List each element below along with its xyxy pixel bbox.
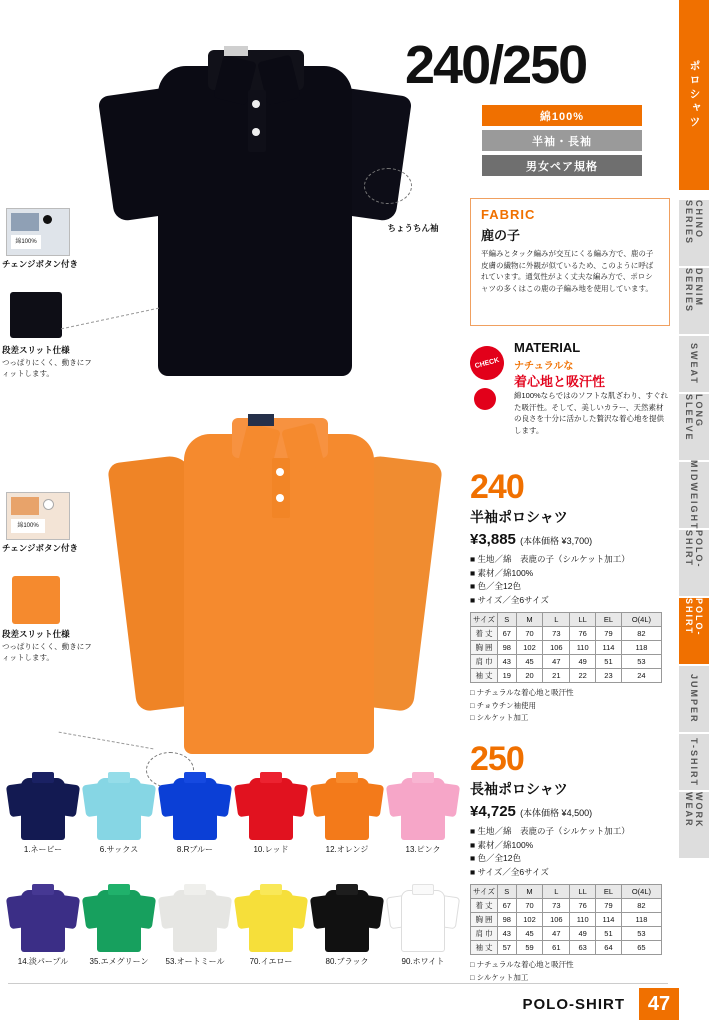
cell: 61 (543, 941, 570, 955)
price-note: (本体価格 ¥4,500) (520, 808, 593, 818)
fabric-info-box (470, 198, 670, 326)
rail-tab-polo-shirt-current[interactable]: POLO-SHIRT (679, 598, 709, 664)
cell: 23 (596, 669, 622, 683)
cell: 45 (516, 655, 543, 669)
rail-tab-midweight[interactable]: MIDWEIGHT (679, 462, 709, 528)
rail-tab-work-wear[interactable]: WORK WEAR (679, 792, 709, 858)
note-line: □ シルケット加工 (470, 972, 675, 984)
hero-image-long-sleeve-polo (120, 398, 440, 790)
product-number: 250 (470, 740, 524, 778)
cell: 22 (570, 669, 596, 683)
table-header-row (471, 613, 662, 627)
badge-sleeve-type: 半袖・長袖 (482, 130, 642, 151)
cell: 64 (596, 941, 622, 955)
row-label: 胸 囲 (471, 913, 498, 927)
table-row (471, 655, 662, 669)
product-240 (470, 470, 675, 725)
callout-title: 段差スリット仕様 (2, 629, 70, 639)
material-heading: MATERIAL (514, 340, 581, 355)
note-line: □ チョウチン袖使用 (470, 700, 675, 712)
col-ll: LL (570, 885, 596, 899)
spec-line: ■ サイズ／全6サイズ (470, 594, 675, 608)
variant-label: 14.淡パープル (17, 957, 69, 966)
col-o4l: O(4L) (621, 613, 661, 627)
callout-slit-top (2, 344, 94, 379)
spec-line: ■ 素材／綿100% (470, 567, 675, 581)
cell: 110 (570, 641, 596, 655)
col-size: サイズ (471, 885, 498, 899)
callout-sleeve-tag-label: ちょうちん袖 (387, 223, 439, 233)
variant-item[interactable] (388, 770, 458, 855)
spec-line: ■ 生地／綿 表鹿の子（シルケット加工） (470, 825, 675, 839)
price-value: ¥4,725 (470, 803, 516, 820)
col-l: L (543, 885, 570, 899)
cell: 76 (570, 627, 596, 641)
rail-tab-long-sleeve[interactable]: LONG SLEEVE (679, 394, 709, 460)
cell: 70 (516, 627, 543, 641)
variant-label: 70.イエロー (249, 957, 293, 966)
material-description: 綿100%ならではのソフトな肌ざわり、すぐれた吸汗性。そして、美しいカラー、天然素材の良さを十分に活かした贅沢な着心地を提供します。 (514, 391, 668, 435)
row-label: 着 丈 (471, 899, 498, 913)
rail-tab-chino-series[interactable]: CHINO SERIES (679, 200, 709, 266)
sleeve-detail-marker (364, 168, 412, 204)
change-button-swatch-top (6, 208, 70, 256)
product-number: 240 (470, 468, 524, 506)
fabric-heading: FABRIC (481, 207, 536, 222)
material-sub-comfort: 着心地と吸汗性 (514, 374, 606, 389)
col-s: S (498, 613, 517, 627)
cell: 73 (543, 899, 570, 913)
cell: 47 (543, 655, 570, 669)
product-notes (470, 959, 675, 984)
cell: 63 (570, 941, 596, 955)
spec-line: ■ 素材／綿100% (470, 839, 675, 853)
variant-item[interactable] (8, 882, 78, 967)
cell: 98 (498, 913, 517, 927)
variant-label: 10.レッド (253, 845, 289, 854)
cell: 98 (498, 641, 517, 655)
row-label: 袖 丈 (471, 669, 498, 683)
material-sub-natural: ナチュラルな (514, 361, 574, 372)
cell: 82 (621, 627, 661, 641)
page-number: 47 (639, 988, 679, 1020)
cell: 79 (596, 627, 622, 641)
product-250 (470, 742, 675, 984)
cell: 51 (596, 927, 622, 941)
spec-line: ■ 色／全12色 (470, 580, 675, 594)
callout-body: つっぱりにくく、動きにフィットします。 (2, 641, 92, 662)
fabric-description: 平編みとタック編みが交互にくる編み方で、鹿の子皮膚の繊物に外観が似ているため、このように呼ばれています。通気性がよく丈夫な編み方で、ポロシャツの多くはこの鹿の子編み地を使用しています。 (481, 249, 654, 293)
red-dot-icon (474, 388, 496, 410)
cell: 57 (498, 941, 517, 955)
col-m: M (516, 885, 543, 899)
callout-title: 段差スリット仕様 (2, 345, 70, 355)
side-tab-rail (679, 0, 709, 1024)
rail-tab-sweat[interactable]: SWEAT (679, 336, 709, 392)
spec-line: ■ サイズ／全6サイズ (470, 866, 675, 880)
variant-label: 1.ネービー (23, 845, 63, 854)
table-row (471, 899, 662, 913)
check-badge-icon: CHECK (466, 342, 508, 384)
cell: 19 (498, 669, 517, 683)
cell: 118 (621, 913, 661, 927)
cell: 73 (543, 627, 570, 641)
variant-item[interactable] (312, 770, 382, 855)
callout-change-button-top (2, 258, 88, 271)
cell: 65 (621, 941, 661, 955)
callout-sleeve-tag (378, 222, 448, 235)
cell: 24 (621, 669, 661, 683)
size-table (470, 884, 662, 955)
table-row (471, 669, 662, 683)
variant-item[interactable] (236, 770, 306, 855)
col-m: M (516, 613, 543, 627)
cell: 53 (621, 927, 661, 941)
cell: 47 (543, 927, 570, 941)
swatch-cotton-label-top: 綿100% (11, 235, 41, 249)
cell: 49 (570, 927, 596, 941)
cell: 82 (621, 899, 661, 913)
variant-label: 13.ピンク (405, 845, 441, 854)
variant-label: 35.エメグリーン (89, 957, 149, 966)
cell: 102 (516, 641, 543, 655)
material-info-block (470, 340, 670, 460)
col-size: サイズ (471, 613, 498, 627)
hero-image-short-sleeve-polo (100, 28, 410, 398)
cell: 106 (543, 913, 570, 927)
note-line: □ ナチュラルな着心地と吸汗性 (470, 687, 675, 699)
size-table (470, 612, 662, 683)
col-ll: LL (570, 613, 596, 627)
variant-label: 90.ホワイト (401, 957, 445, 966)
variant-item[interactable] (312, 882, 382, 967)
variant-item[interactable] (236, 882, 306, 967)
variant-item[interactable] (160, 770, 230, 855)
rail-tab-t-shirt[interactable]: T-SHIRT (679, 734, 709, 790)
variant-label: 53.オートミール (165, 957, 225, 966)
note-line: □ シルケット加工 (470, 712, 675, 724)
cell: 102 (516, 913, 543, 927)
price-note: (本体価格 ¥3,700) (520, 536, 593, 546)
cell: 49 (570, 655, 596, 669)
row-label: 着 丈 (471, 627, 498, 641)
price-value: ¥3,885 (470, 531, 516, 548)
badge-unisex: 男女ペア規格 (482, 155, 642, 176)
variant-item[interactable] (8, 770, 78, 855)
rail-tab-jumper[interactable]: JUMPER (679, 666, 709, 732)
cell: 45 (516, 927, 543, 941)
table-row (471, 927, 662, 941)
callout-title: チェンジボタン付き (2, 259, 79, 269)
cell: 70 (516, 899, 543, 913)
cell: 67 (498, 899, 517, 913)
callout-title: チェンジボタン付き (2, 543, 79, 553)
col-el: EL (596, 885, 622, 899)
slit-photo-bottom (12, 576, 60, 624)
col-el: EL (596, 613, 622, 627)
slit-photo-top (10, 292, 62, 338)
table-row (471, 641, 662, 655)
cell: 114 (596, 913, 622, 927)
table-header-row (471, 885, 662, 899)
fabric-subheading: 鹿の子 (481, 228, 521, 243)
rail-tab-denim-series[interactable]: DENIM SERIES (679, 268, 709, 334)
spec-line: ■ 色／全12色 (470, 852, 675, 866)
cell: 106 (543, 641, 570, 655)
page-title: 240/250 (405, 35, 587, 95)
cell: 114 (596, 641, 622, 655)
variant-label: 6.サックス (99, 845, 139, 854)
cell: 20 (516, 669, 543, 683)
cell: 51 (596, 655, 622, 669)
cell: 67 (498, 627, 517, 641)
row-label: 肩 巾 (471, 927, 498, 941)
product-name: 半袖ポロシャツ (470, 509, 568, 525)
spec-line: ■ 生地／綿 表鹿の子（シルケット加工） (470, 553, 675, 567)
rail-tab-current-section[interactable]: ポロシャツ (679, 0, 709, 190)
product-price (470, 531, 675, 548)
row-label: 胸 囲 (471, 641, 498, 655)
col-o4l: O(4L) (621, 885, 661, 899)
cell: 43 (498, 927, 517, 941)
col-s: S (498, 885, 517, 899)
product-name: 長袖ポロシャツ (470, 781, 568, 797)
table-row (471, 913, 662, 927)
note-line: □ ナチュラルな着心地と吸汗性 (470, 959, 675, 971)
cell: 118 (621, 641, 661, 655)
footer-label: POLO-SHIRT (522, 995, 625, 1013)
cell: 110 (570, 913, 596, 927)
swatch-cotton-label-bottom: 綿100% (11, 519, 45, 533)
change-button-swatch-bottom (6, 492, 70, 540)
header-badges (482, 105, 642, 180)
variant-item[interactable] (160, 882, 230, 967)
variant-item[interactable] (84, 882, 154, 967)
cell: 79 (596, 899, 622, 913)
cell: 59 (516, 941, 543, 955)
product-specs (470, 825, 675, 879)
callout-slit-bottom (2, 628, 94, 663)
product-specs (470, 553, 675, 607)
product-notes (470, 687, 675, 724)
variant-label: 12.オレンジ (325, 845, 369, 854)
cell: 76 (570, 899, 596, 913)
table-row (471, 941, 662, 955)
cell: 43 (498, 655, 517, 669)
table-row (471, 627, 662, 641)
product-price (470, 803, 675, 820)
variant-label: 8.Rブルー (176, 845, 214, 854)
callout-body: つっぱりにくく、動きにフィットします。 (2, 357, 92, 378)
rail-tab-polo-shirt-a[interactable]: POLO-SHIRT (679, 530, 709, 596)
page-footer (0, 984, 679, 1024)
variant-item[interactable] (388, 882, 458, 967)
row-label: 袖 丈 (471, 941, 498, 955)
row-label: 肩 巾 (471, 655, 498, 669)
callout-change-button-bottom (2, 542, 88, 555)
variant-item[interactable] (84, 770, 154, 855)
cell: 21 (543, 669, 570, 683)
badge-cotton: 綿100% (482, 105, 642, 126)
variant-label: 80.ブラック (325, 957, 369, 966)
cell: 53 (621, 655, 661, 669)
col-l: L (543, 613, 570, 627)
